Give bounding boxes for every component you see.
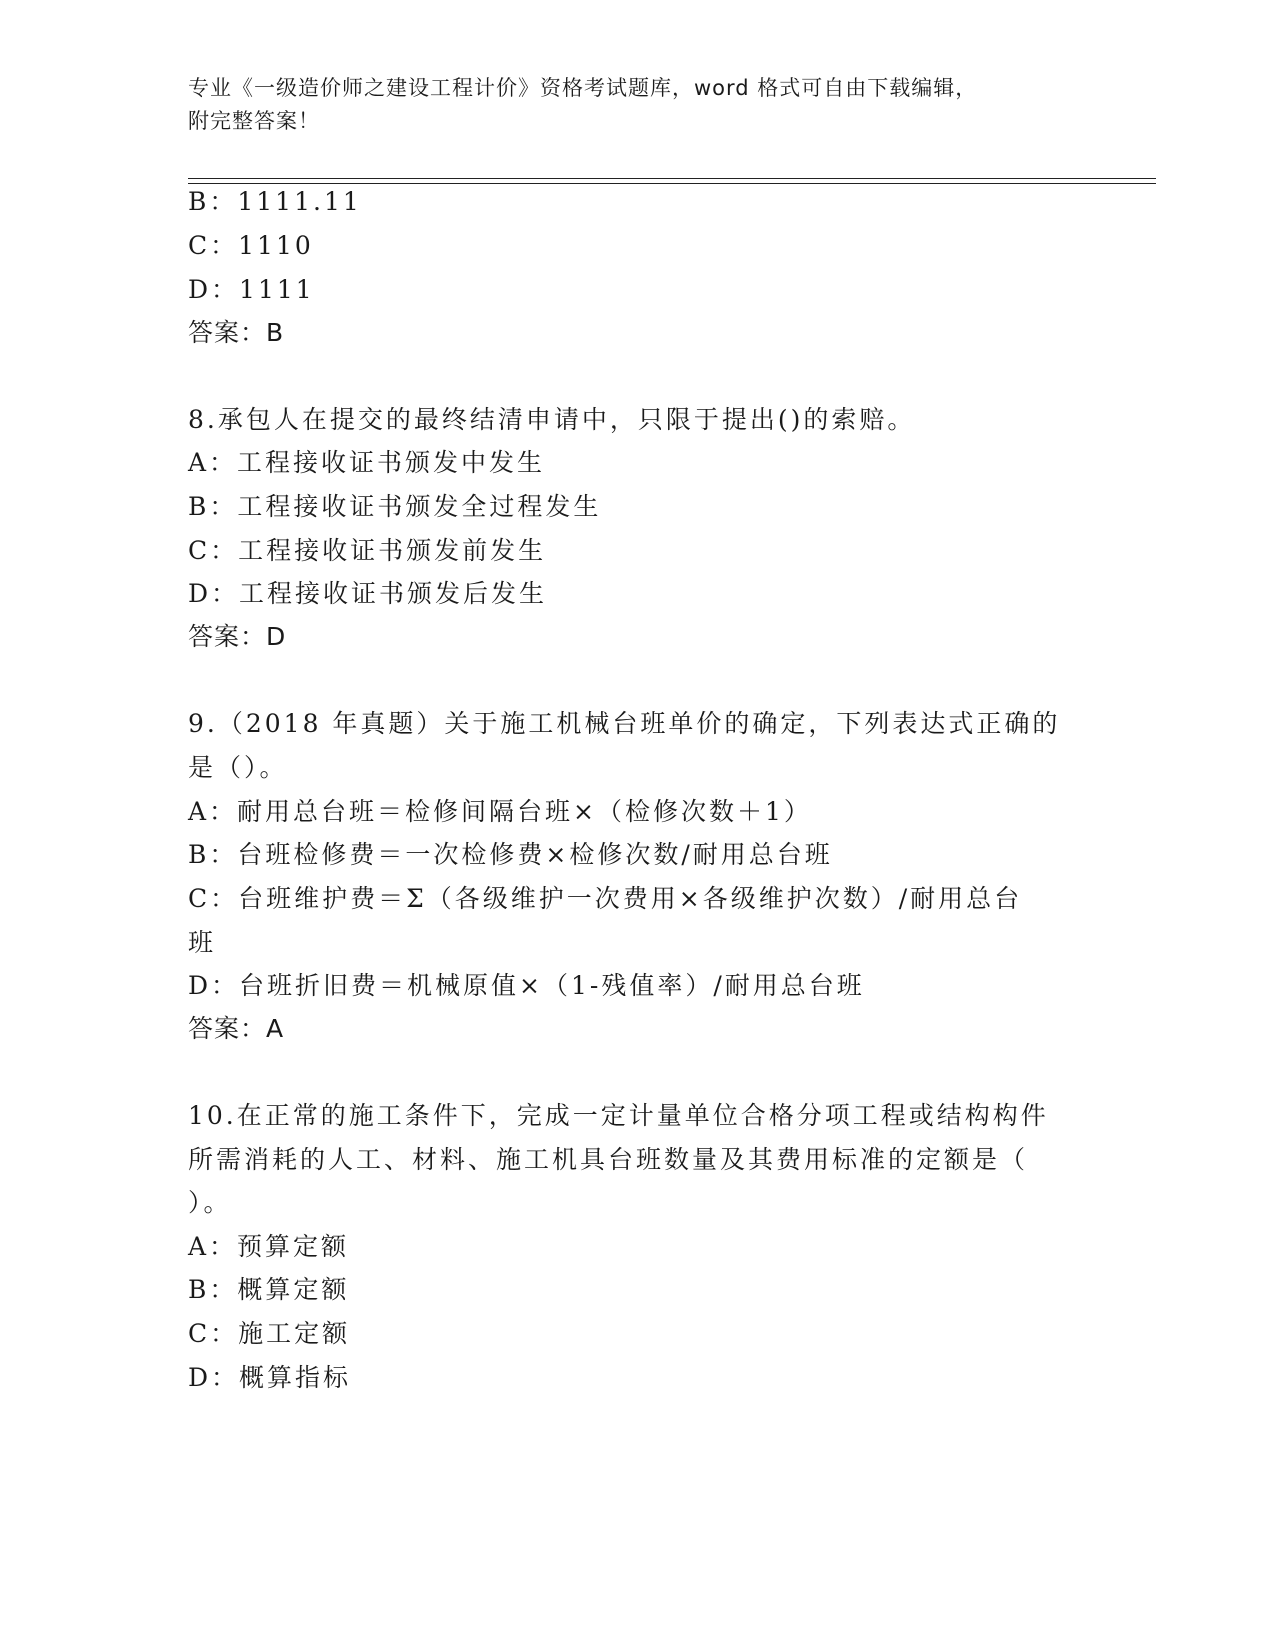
question-10-option-b: B：概算定额 [188, 1275, 350, 1304]
question-10-stem-line-1: 10.在正常的施工条件下，完成一定计量单位合格分项工程或结构构件 [188, 1101, 1049, 1130]
question-10-option-d: D：概算指标 [188, 1363, 352, 1392]
page-header [188, 72, 1088, 138]
question-10-option-c: C：施工定额 [188, 1319, 351, 1348]
question-8-option-d: D：工程接收证书颁发后发生 [188, 579, 548, 608]
answer-line: 答案：B [188, 318, 285, 347]
question-9-answer: 答案：A [188, 1014, 285, 1043]
question-9-option-c: C：台班维护费＝Σ（各级维护一次费用×各级维护次数）/耐用总台 [188, 884, 1023, 913]
header-line-1: 专业《一级造价师之建设工程计价》资格考试题库，word 格式可自由下载编辑， [188, 76, 978, 100]
question-8-option-b: B：工程接收证书颁发全过程发生 [188, 492, 602, 521]
header-divider-bottom [188, 183, 1156, 184]
option-d: D：1111 [188, 275, 315, 304]
question-9-option-d: D：台班折旧费＝机械原值×（1-残值率）/耐用总台班 [188, 971, 865, 1000]
question-9-option-b: B：台班检修费＝一次检修费×检修次数/耐用总台班 [188, 840, 833, 869]
option-b: B：1111.11 [188, 187, 362, 216]
question-10-stem-line-2: 所需消耗的人工、材料、施工机具台班数量及其费用标准的定额是（ [188, 1145, 1029, 1174]
question-9-stem-line-1: 9.（2018 年真题）关于施工机械台班单价的确定，下列表达式正确的 [188, 709, 1061, 738]
header-line-2: 附完整答案！ [188, 109, 320, 133]
question-8-option-a: A：工程接收证书颁发中发生 [188, 448, 546, 477]
header-divider-top [188, 178, 1156, 179]
question-9-option-a: A：耐用总台班＝检修间隔台班×（检修次数＋1） [188, 797, 812, 826]
question-9-stem-line-2: 是（）。 [188, 753, 288, 782]
option-c: C：1110 [188, 231, 314, 260]
question-10-option-a: A：预算定额 [188, 1232, 350, 1261]
question-8-option-c: C：工程接收证书颁发前发生 [188, 536, 547, 565]
question-8-answer: 答案：D [188, 622, 287, 651]
question-10-stem-line-3: ）。 [188, 1188, 232, 1217]
question-8-stem: 8.承包人在提交的最终结清申请中，只限于提出()的索赔。 [188, 405, 916, 434]
question-9-option-c-wrap: 班 [188, 928, 217, 957]
